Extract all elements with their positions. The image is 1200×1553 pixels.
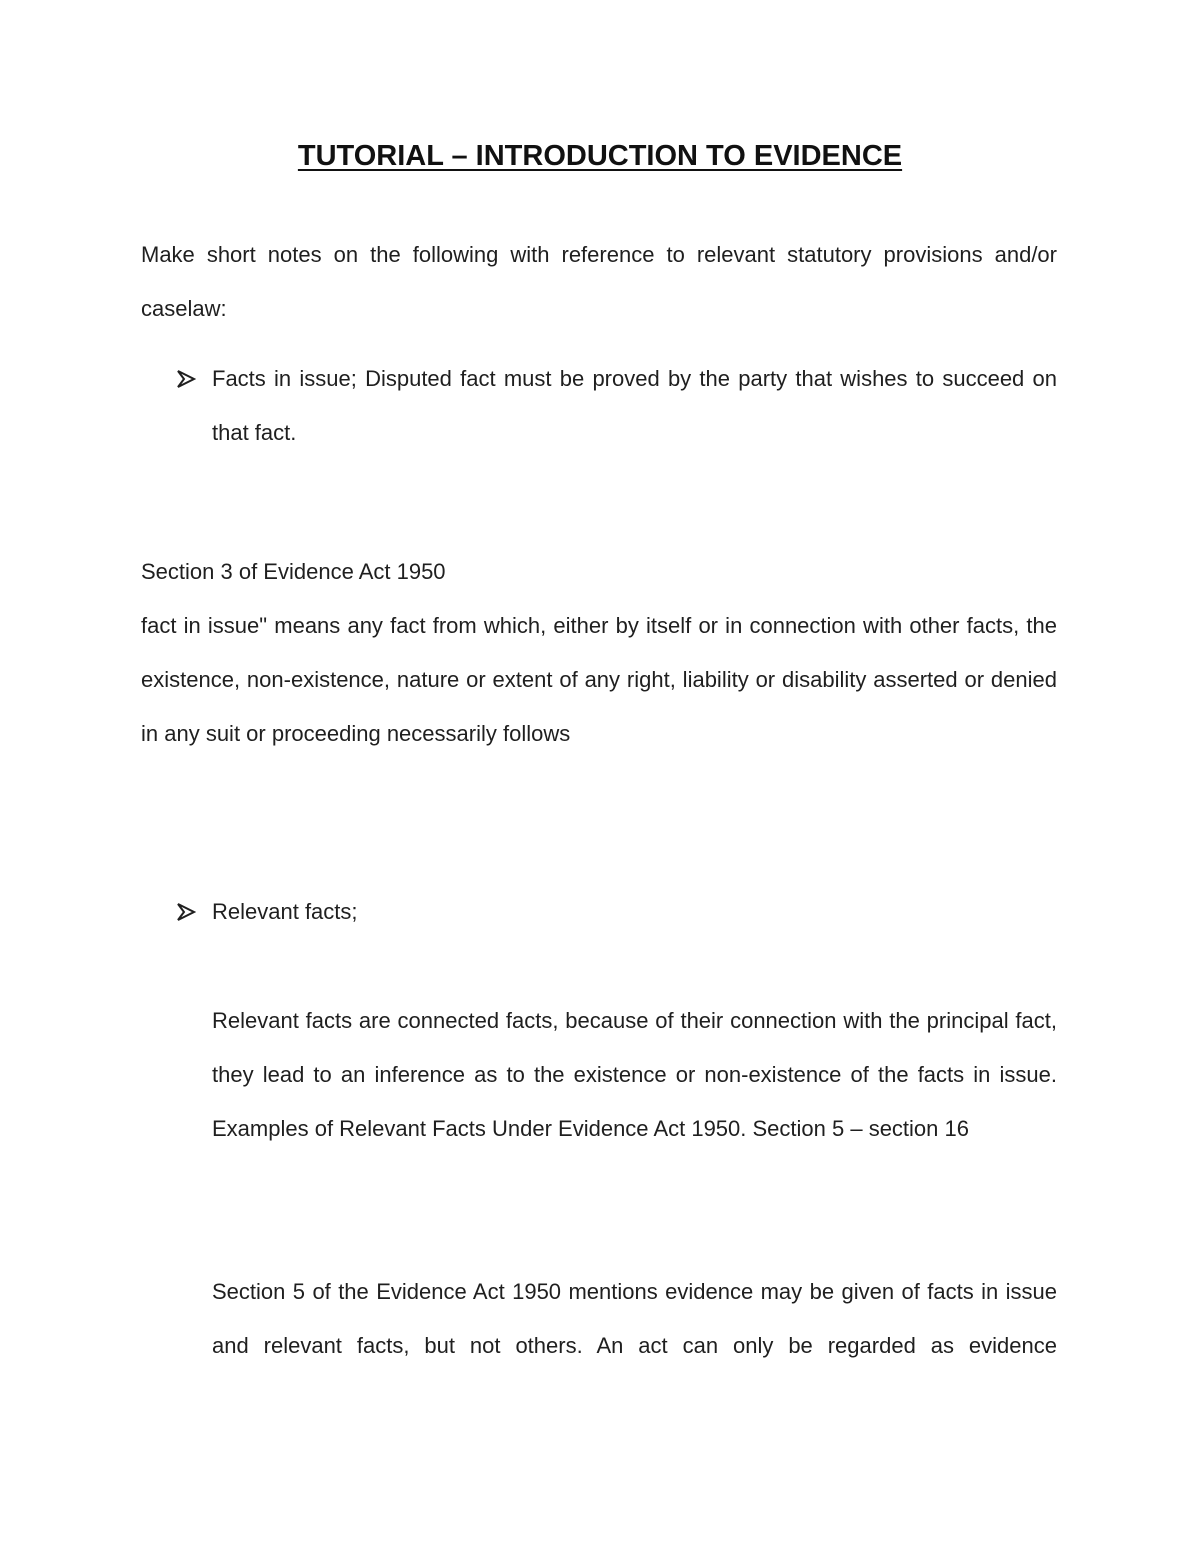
section-5-paragraph: Section 5 of the Evidence Act 1950 mentions evidence may be given of facts in issue and relevant facts, but not others. An act can only be regarded as evidence [212, 1279, 1057, 1358]
arrowhead-bullet-icon [176, 369, 196, 389]
bullet-text: Relevant facts; [212, 899, 358, 924]
section-3-heading: Section 3 of Evidence Act 1950 [141, 559, 446, 584]
bullet-text: Facts in issue; Disputed fact must be proved by the party that wishes to succeed on that fact. [212, 366, 1057, 445]
page-title: TUTORIAL – INTRODUCTION TO EVIDENCE [297, 140, 903, 172]
arrowhead-bullet-icon [176, 902, 196, 922]
bullet-item-facts-in-issue [176, 352, 1057, 460]
intro-paragraph: Make short notes on the following with reference to relevant statutory provisions and/or caselaw: [141, 242, 1057, 321]
bullet-item-relevant-facts [176, 885, 1057, 939]
relevant-facts-paragraph: Relevant facts are connected facts, because of their connection with the principal fact, they lead to an inference as to the existence or non-existence of the facts in issue. Examples of Relevant Facts Under Evidence Act 1950. Section 5 – section 16 [212, 1008, 1057, 1141]
section-3-definition: fact in issue" means any fact from which, either by itself or in connection with other facts, the existence, non-existence, nature or extent of any right, liability or disability asserted or denied in any suit or proceeding necessarily follows [141, 613, 1057, 746]
